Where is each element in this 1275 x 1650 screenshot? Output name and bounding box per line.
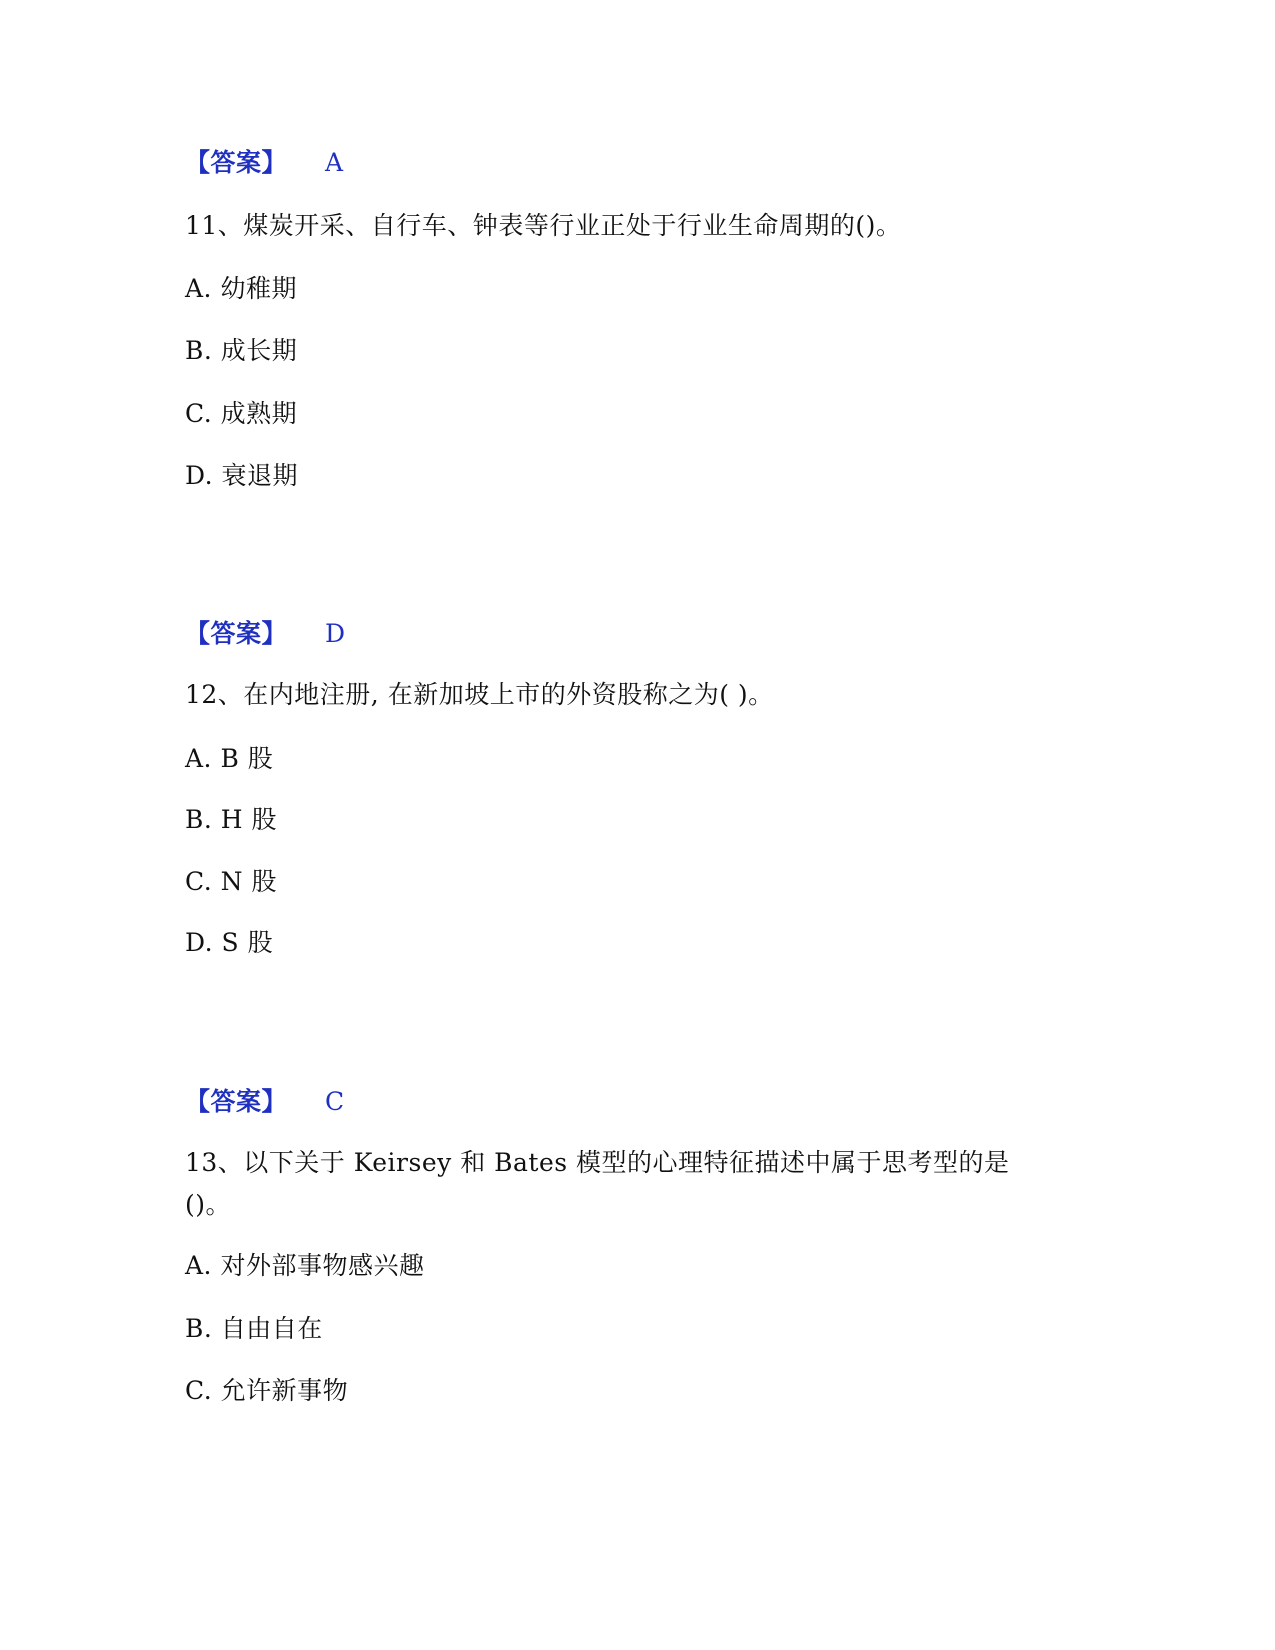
option-c: C. N 股 — [185, 867, 277, 896]
question-text-line1: 13、以下关于 Keirsey 和 Bates 模型的心理特征描述中属于思考型的是 — [185, 1148, 1010, 1177]
answer-value: C — [325, 1087, 345, 1116]
option-d: D. S 股 — [185, 928, 274, 957]
answer-label: 【答案】 — [185, 619, 288, 648]
answer-label: 【答案】 — [185, 1087, 288, 1116]
option-c: C. 成熟期 — [185, 399, 298, 428]
question-text: 11、煤炭开采、自行车、钟表等行业正处于行业生命周期的()。 — [185, 211, 902, 240]
answer-row — [185, 617, 346, 651]
answer-value: D — [325, 619, 346, 648]
answer-row — [185, 146, 344, 180]
option-a: A. 幼稚期 — [185, 274, 297, 303]
answer-row — [185, 1085, 345, 1119]
option-d: D. 衰退期 — [185, 461, 299, 490]
answer-label: 【答案】 — [185, 148, 288, 177]
option-b: B. 自由自在 — [185, 1314, 323, 1343]
question-text-line2: ()。 — [185, 1190, 232, 1219]
option-a: A. 对外部事物感兴趣 — [185, 1251, 425, 1280]
option-b: B. 成长期 — [185, 336, 298, 365]
option-c: C. 允许新事物 — [185, 1376, 349, 1405]
answer-value: A — [325, 148, 344, 177]
question-text: 12、在内地注册, 在新加坡上市的外资股称之为( )。 — [185, 680, 774, 709]
option-a: A. B 股 — [185, 744, 274, 773]
option-b: B. H 股 — [185, 805, 278, 834]
